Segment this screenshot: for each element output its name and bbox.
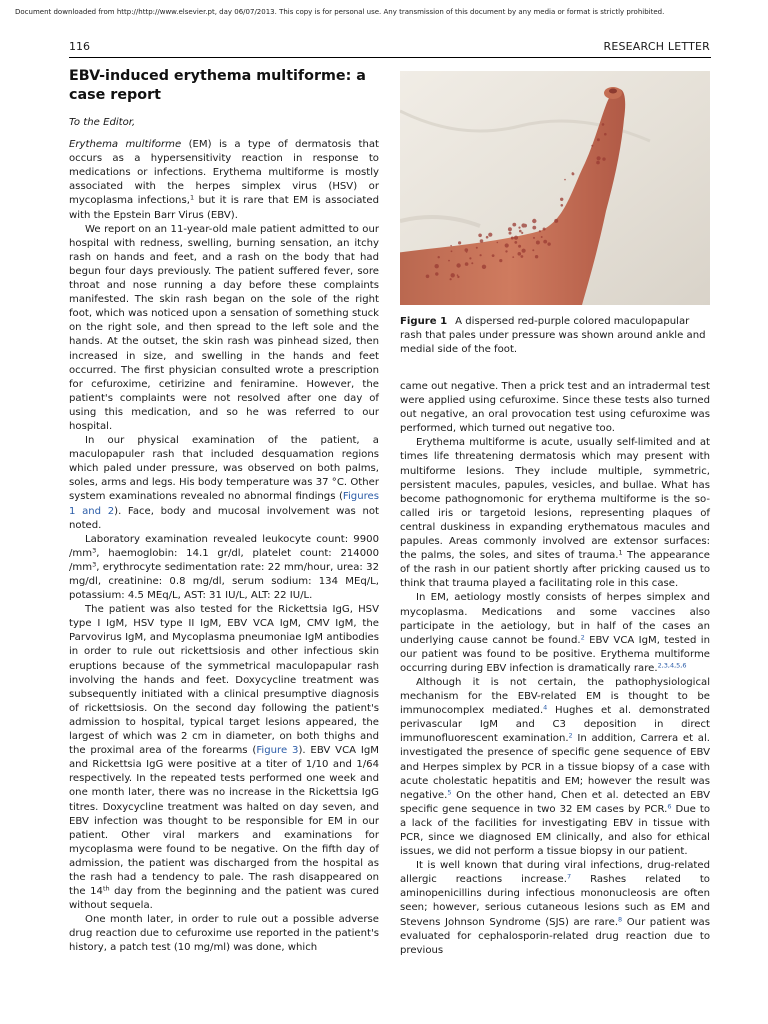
paragraph-5 [69,603,379,913]
paragraph-2: We report on an 11-year-old male patient admitted to our hospital with redness, swelling, burning sensation, an itchy rash on hands and feet, and a rash on the body that had begun four days previously. The patient suffered fever, sore throat and nose running a day before these complaints manifested. The skin rash began on the sole of the right foot, which was noticed upon a sensation of something stuck on the right sole, and then spread to the left sole and the hands. At the outset, the skin rash was pinhead sized, then increased in size, and swelling in the hands and feet occurred. The first physician consulted wrote a prescription for cefuroxime, cetirizine and feniramine. However, the patient's complaints were not resolved after one day of using this medication, and so he was referred to our hospital. [69,223,379,432]
text-run: On the other hand, Chen et al. detected an EBV specific gene sequence in two 32 EM cases by PCR. [400,789,710,815]
text-run: In addition, Carrera et al. investigated the presence of specific gene sequence of EBV and Herpes simplex by PCR in a tissue biopsy of a case with acute cholestatic hepatitis and EM; however the result was negative. [400,733,710,801]
figure-1-photo [400,71,710,305]
text-run: Due to a lack of the facilities for investigating EBV in tissue with PCR, since we diagnosed EM clinically, and also for ethical issues, we did not perform a tissue biopsy in our patient. [400,803,710,858]
text-run: EBV VCA IgM, tested in our patient was found to be positive. Erythema multiforme occurring during EBV infection is dramatically rare. [400,634,710,674]
header-rule [69,57,711,58]
paragraph-3 [69,434,379,533]
paragraph-1 [69,138,379,223]
citation-ref[interactable]: 4 [543,703,548,712]
citation-ref[interactable]: 1 [189,193,195,202]
figure-label: Figure 1 [400,316,448,327]
citation-ref[interactable]: 7 [566,872,572,881]
text-run: Our patient was evaluated for cephalosporin-related drug reaction due to previous [400,916,710,956]
text-run: In our physical examination of the patient, a maculopapuler rash that included desquamation regions which paled under pressure, was observed on both palms, soles, arms and legs. His body temperature was 37 °C. Other system examinations revealed no abnormal findings ( [69,435,379,503]
text-run: , erythrocyte sedimentation rate: 22 mm/hour, urea: 32 mg/dl, creatinine: 0.8 mg/dl, serum sodium: 134 MEq/L, potassium: 4.5 MEq/L, AST: 31 IU/L, ALT: 22 IU/L. [69,561,379,602]
paragraph-8 [400,436,710,591]
paragraph-9 [400,591,710,676]
section-label: RESEARCH LETTER [603,40,710,53]
text-run: Although it is not certain, the pathophysiological mechanism for the EBV-related EM is thought to be immunocomplex mediated. [400,676,710,717]
download-notice: Document downloaded from http://http://www.elsevier.pt, day 06/07/2013. This copy is for personal use. Any transmission of this document by any media or format is strictly prohibited. [15,8,665,16]
text-run: , haemoglobin: 14.1 gr/dl, platelet count: 214000 /mm [69,547,379,573]
paragraph-10 [400,676,710,859]
text-run: Hughes et al. demonstrated perivascular IgM and C3 deposition in direct immunofluorescent examination. [400,705,710,745]
figure-3-link[interactable]: Figure 3 [256,745,299,757]
page-number: 116 [69,40,90,53]
text-run: The appearance of the rash in our patient shortly after pricking caused us to think that trauma played a facilitating role in this case. [400,550,711,590]
citation-ref[interactable]: 1 [618,548,623,557]
citation-ref[interactable]: 2,3,4,5,6 [657,661,687,670]
text-run: The patient was also tested for the Rickettsia IgG, HSV type I IgM, HSV type II IgM, EBV VCA IgM, CMV IgM, the Parvovirus IgM, and Mycoplasma pneumoniae IgM antibodies in order to rule out rickettsiosis and other infectious skin eruptions because of the symmetrical maculopapular rash involving the hands and feet. Doxycycline treatment was subsequently initiated with a clinical presumptive diagnosis of rickettsiosis. On the second day following the patient's admission to hospital, typical target lesions appeared, the largest of which was 2 cm in diameter, on both thighs and the proximal area of the forearms ( [69,604,379,757]
superscript: 3 [92,546,97,555]
citation-ref[interactable]: 2 [568,731,573,740]
salutation: To the Editor, [69,117,136,128]
superscript: 3 [92,560,97,569]
text-run: but it is rare that EM is associated with the Epstein Barr Virus (EBV). [69,195,380,221]
text-run: Rashes related to aminopenicillins during infectious mononucleosis are often seen; however, serious cutaneous lesions such as EM and Stevens Johnson Syndrome (SJS) are rare. [400,874,710,928]
term-erythema-multiforme: Erythema multiforme [69,139,182,151]
foot-photo-illustration [400,71,710,305]
text-run: Erythema multiforme is acute, usually self-limited and at times life threatening dermatosis which may present with multiforme lesions. They include multiple, symmetric, persistent macules, papules, vesicles, and bullae. What has become pathognomonic for erythema multiforme is the so-called iris or targetoid lesions, representing plaques of central duskiness in expanding erythematous macules and papules. Areas commonly involved are extensor surfaces: the palms, the soles, and sites of trauma. [400,437,710,562]
text-run: Laboratory examination revealed leukocyte count: 9900 /mm [69,533,379,559]
citation-ref[interactable]: 6 [667,802,672,811]
text-run: In EM, aetiology mostly consists of herpes simplex and mycoplasma. Medications and some vaccines also participate in the aetiology, but in half of the cases an underlying cause cannot be found. [400,592,710,646]
citation-ref[interactable]: 2 [580,633,585,642]
text-run: day from the beginning and the patient was cured without sequela. [69,886,379,912]
caption-text: A dispersed red-purple colored maculopapular rash that pales under pressure was shown around ankle and medial side of the foot. [400,316,706,356]
text-run: It is well known that during viral infections, drug-related allergic reactions increase. [400,860,710,886]
left-column [69,116,379,956]
text-run: ). Face, body and mucosal involvement was not noted. [69,505,379,531]
paragraph-7: came out negative. Then a prick test and an intradermal test were applied using cefuroxime. Since these tests also turned out negative, an oral provocation test using cefuroxime was performed, which turned out negative too. [400,381,710,435]
superscript: th [102,884,110,893]
citation-ref[interactable]: 8 [618,915,623,924]
article-title: EBV-induced erythema multiforme: a case report [69,68,366,103]
paragraph-4 [69,533,379,603]
figure-1-caption [400,315,710,357]
citation-ref[interactable]: 5 [447,788,452,797]
text-run: ). EBV VCA IgM and Rickettsia IgG were positive at a titer of 1/10 and 1/64 respectively. In the repeated tests performed one week and one month later, there was no increase in the Rickettsia IgG titres. Doxycycline treatment was halted on day seven, and EBV infection was thought to be responsible for EM in our patient. Other viral markers and examinations for mycoplasma were found to be negative. On the fifth day of admission, the patient was discharged from the hospital as the rash had a tendency to pale. The rash disappeared on the 14 [69,745,379,898]
text-run: (EM) is a type of dermatosis that occurs as a hypersensitivity reaction in response to medications or infections. Erythema multiforme is mostly associated with the herpes simplex virus (HSV) or mycoplasma infections, [69,139,379,207]
right-column [400,380,710,958]
paragraph-6: One month later, in order to rule out a possible adverse drug reaction due to cefuroxime use reported in the patient's history, a patch test (10 mg/ml) was done, which [69,914,379,954]
figures-1-2-link[interactable]: Figures 1 and 2 [69,491,379,517]
paragraph-11 [400,859,710,958]
